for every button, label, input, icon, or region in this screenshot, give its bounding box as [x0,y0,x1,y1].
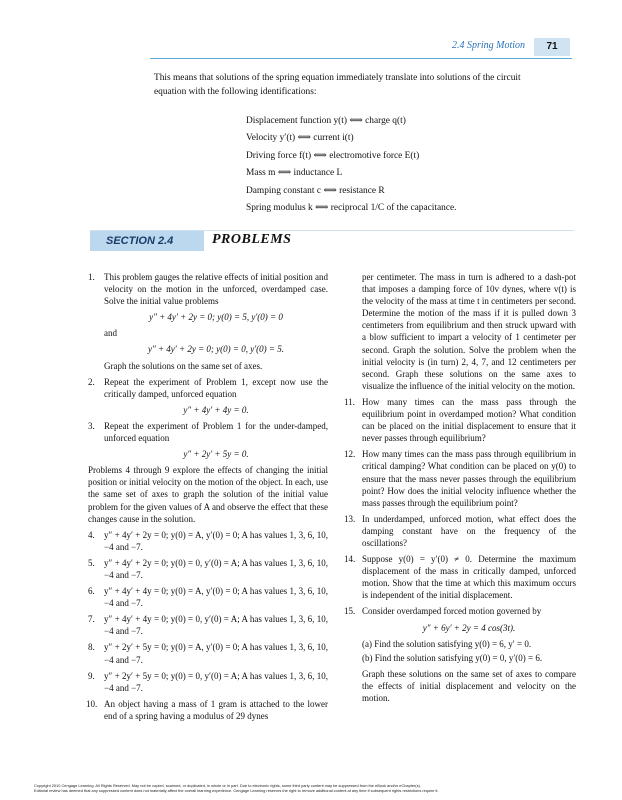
problem-number: 13. [344,513,356,524]
section-label: SECTION 2.4 [90,231,204,251]
problem-number: 7. [88,614,95,625]
problem-7 [88,613,328,637]
identification-item: Velocity y′(t) ⟺ current i(t) [246,133,354,144]
problem-text: Suppose y(0) = y′(0) ≠ 0. Determine the maximum displacement of the mass in critically damped, unforced motion. Show that the time at which this maximum occurs is independent of the initial displacement. [362,554,576,601]
problem-text: y″ + 4y′ + 4y = 0; y(0) = 0, y′(0) = A; A has values 1, 3, 6, 10, −4 and −7. [104,614,328,637]
equation: y″ + 6y′ + 2y = 4 cos(3t). [422,622,516,633]
problem-4 [88,529,328,553]
sub-part-b: (b) Find the solution satisfying y(0) = 0, y′(0) = 6. [362,652,543,663]
header-section-title: 2.4 Spring Motion [452,40,526,51]
problem-text: Graph these solutions on the same set of axes to compare the effects of initial displacement and velocity on the motion. [362,668,576,703]
problem-2 [88,376,328,416]
left-column [88,271,328,726]
copyright-line: Copyright 2010 Cengage Learning. All Rights Reserved. May not be copied, scanned, or duplicated, in whole or in part. Due to electronic rights, some third party content may be suppressed from the eBook and/or eChapter(s). [34,783,421,788]
page-number: 71 [534,38,570,56]
intro-paragraph: This means that solutions of the spring equation immediately translate into solutions of the circuit equation with the following identifications: [154,73,521,97]
section-title: PROBLEMS [212,232,292,247]
problem-5 [88,557,328,581]
problem-9 [88,670,328,694]
problem-number: 15. [344,606,356,617]
problem-text: Graph the solutions on the same set of axes. [104,360,263,371]
problem-8 [88,641,328,665]
problem-3 [88,420,328,460]
connector-text: and [104,328,117,339]
copyright-footer [34,783,594,794]
right-column [346,271,576,708]
problem-text: y″ + 2y′ + 5y = 0; y(0) = 0, y′(0) = A; A has values 1, 3, 6, 10, −4 and −7. [104,670,328,693]
problem-1 [88,271,328,372]
problem-text: Consider overdamped forced motion governed by [362,606,542,617]
copyright-line: Editorial review has deemed that any suppressed content does not materially affect the overall learning experience. Cengage Learning reserves the right to remove additional content at any time if subsequent rights restrictions require it. [34,788,439,794]
problem-text: In underdamped, unforced motion, what effect does the damping constant have on the frequency of the oscillations? [362,513,576,548]
identification-item: Displacement function y(t) ⟺ charge q(t) [246,116,406,126]
header-rule [150,58,572,59]
equation: y″ + 4y′ + 2y = 0; y(0) = 0, y′(0) = 5. [147,344,284,355]
problem-number: 10. [86,698,98,709]
problem-number: 8. [88,642,95,653]
equation: y″ + 2y′ + 5y = 0. [183,449,249,460]
problem-text: y″ + 4y′ + 4y = 0; y(0) = A, y′(0) = 0; A has values 1, 3, 6, 10, −4 and −7. [104,586,328,609]
problem-number: 14. [344,554,356,565]
problem-text: y″ + 2y′ + 5y = 0; y(0) = A, y′(0) = 0; A has values 1, 3, 6, 10, −4 and −7. [104,642,328,665]
problem-text: Repeat the experiment of Problem 1, except now use the critically damped, unforced equation [104,376,328,399]
problem-15 [346,605,576,704]
sub-part-a: (a) Find the solution satisfying y(0) = 6, y′ = 0. [362,638,532,649]
identification-item: Mass m ⟺ inductance L [246,168,343,179]
problem-text: How many times can the mass pass through equilibrium in critical damping? What condition can be placed on y(0) to ensure that the mass never passes through the equilibrium point? How does the initial velocity influence whether the mass passes through the equilibrium point? [362,449,576,508]
problem-11 [346,396,576,444]
group-intro-paragraph: Problems 4 through 9 explore the effects of changing the initial position or initial velocity on the motion of the object. In each, use the same set of axes to graph the solution of the initial value problem for the given values of A and observe the effect that these changes cause in the solution. [88,465,328,524]
problem-number: 12. [344,449,356,460]
problem-number: 4. [88,529,95,540]
problem-number: 9. [88,670,95,681]
problem-text: y″ + 4y′ + 2y = 0; y(0) = A, y′(0) = 0; A has values 1, 3, 6, 10, −4 and −7. [104,529,328,552]
problem-6 [88,585,328,609]
problem-13 [346,513,576,549]
problem-number: 6. [88,586,95,597]
problem-10 [88,698,328,722]
problem-text: y″ + 4y′ + 2y = 0; y(0) = 0, y′(0) = A; A has values 1, 3, 6, 10, −4 and −7. [104,557,328,580]
identification-item: Spring modulus k ⟺ reciprocal 1/C of the capacitance. [246,203,457,214]
problem-text: How many times can the mass pass through the equilibrium point in overdamped motion? What condition can be placed on the initial displacement to ensure that it never passes through equilibrium? [362,396,576,444]
identification-item: Driving force f(t) ⟺ electromotive force E(t) [246,150,420,161]
problem-10-continued [346,271,576,392]
problem-number: 3. [88,420,95,431]
problem-number: 11. [344,396,355,407]
identification-item: Damping constant c ⟺ resistance R [246,185,385,196]
problem-number: 1. [88,272,95,282]
problem-text: An object having a mass of 1 gram is attached to the lower end of a spring having a modulus of 29 dynes [104,698,328,721]
equation: y″ + 4y′ + 4y = 0. [183,404,249,415]
problem-number: 2. [88,376,95,387]
problem-text: Repeat the experiment of Problem 1 for the under-damped, unforced equation [104,420,328,444]
problem-14 [346,553,576,601]
equation: y″ + 4y′ + 2y = 0; y(0) = 5, y′(0) = 0 [149,312,283,323]
running-header [0,38,622,60]
problem-text: per centimeter. The mass in turn is adhered to a dash-pot that imposes a damping force of 10v dynes, where v(t) is the velocity of the mass at time t in centimeters per second. Determine the motion of the mass if it is pulled down 3 centimeters from equilibrium and then struck upward with a blow sufficient to impart a velocity of 1 centimeter per second. Graph the solution. Solve the problem when the initial velocity is (in turn) 2, 4, 7, and 12 centimeters per second. Graph these solutions on the same axes to visualize the influence of the initial velocity on the motion. [362,272,576,391]
identifications-list [246,113,566,217]
problem-text: This problem gauges the relative effects of initial position and velocity on the motion in the unforced, overdamped case. Solve the initial value problems [104,272,328,307]
problem-12 [346,448,576,508]
problem-number: 5. [88,557,95,568]
